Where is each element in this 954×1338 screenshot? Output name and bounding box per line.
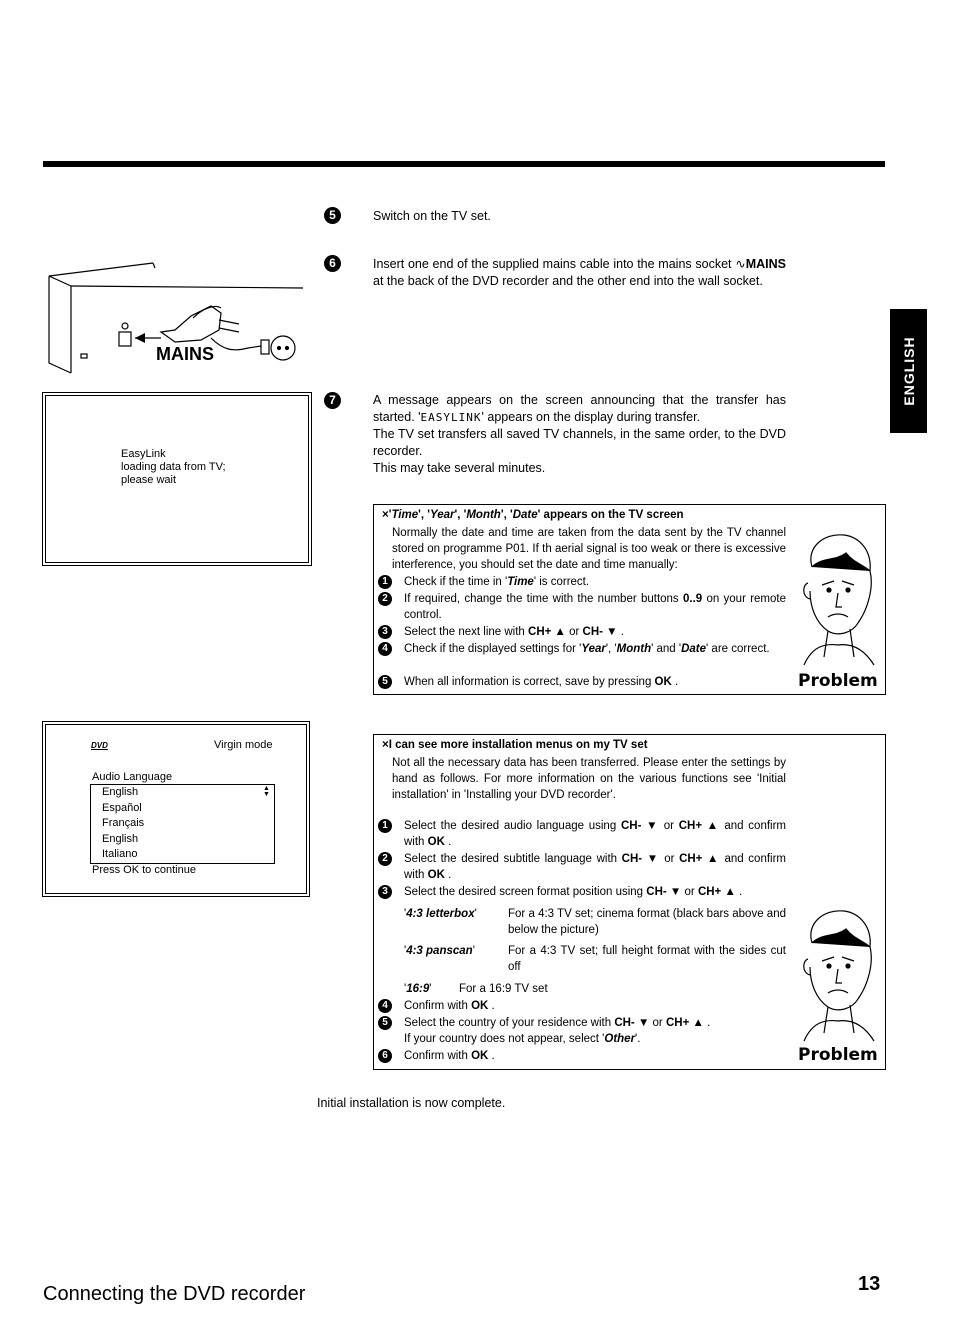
problem-title: ×I can see more installation menus on my TV set <box>382 739 648 751</box>
problem-label: Problem <box>798 1045 878 1065</box>
screen-line: loading data from TV; <box>121 461 226 473</box>
list-item[interactable]: English <box>102 833 139 845</box>
problem-step: If required, change the time with the number buttons 0..9 on your remote control. <box>404 593 786 621</box>
step-number: 3 <box>378 625 392 639</box>
format-description: For a 16:9 TV set <box>459 983 548 995</box>
step-number: 4 <box>378 999 392 1013</box>
screen-footer: Press OK to continue <box>92 864 196 876</box>
completion-text: Initial installation is now complete. <box>317 1096 506 1110</box>
screen-line: please wait <box>121 474 177 486</box>
problem-box-date-time <box>373 504 886 695</box>
format-description: For a 4:3 TV set; cinema format (black bars above and below the picture) <box>508 908 786 936</box>
problem-step: When all information is correct, save by pressing OK . <box>404 676 679 688</box>
step-number: 5 <box>378 1016 392 1030</box>
problem-intro: Normally the date and time are taken from the data sent by the TV channel stored on programme P01. If th aerial signal is too weak or there is excessive interference, you should set the date and time manually: <box>392 527 786 571</box>
problem-title: ×'Time', 'Year', 'Month', 'Date' appears on the TV screen <box>382 509 684 521</box>
list-item[interactable]: Español <box>102 802 142 814</box>
format-name: '16:9' <box>404 983 432 995</box>
list-item[interactable]: Italiano <box>102 848 138 860</box>
tv-screen-audio-language <box>42 721 310 897</box>
confused-man-image <box>794 527 876 667</box>
screen-mode: Virgin mode <box>214 739 273 751</box>
problem-intro: Not all the necessary data has been transferred. Please enter the settings by hand as follows. For more information on the various functions see 'Initial installation' in 'Installing your DVD recorder'. <box>392 757 786 801</box>
step-number: 2 <box>378 592 392 606</box>
problem-step: Select the desired subtitle language with CH- ▼ or CH+ ▲ and confirm with OK . <box>404 853 786 881</box>
footer-title: Connecting the DVD recorder <box>43 1283 306 1305</box>
step-number: 7 <box>324 392 341 409</box>
scroll-arrows-icon: ▲ ▼ <box>263 785 270 798</box>
step-text: Switch on the TV set. <box>373 209 491 223</box>
problem-step: Confirm with OK . <box>404 1000 495 1012</box>
language-tab: ENGLISH <box>890 309 927 433</box>
problem-step: Select the country of your residence with CH- ▼ or CH+ ▲ . If your country does not appear, select 'Other'. <box>404 1017 711 1045</box>
list-item[interactable]: English <box>102 786 139 798</box>
page-number: 13 <box>858 1273 881 1295</box>
language-list[interactable] <box>90 784 275 864</box>
format-description: For a 4:3 TV set; full height format with the sides cut off <box>508 945 786 973</box>
problem-step: Select the desired audio language using CH- ▼ or CH+ ▲ and confirm with OK . <box>404 820 787 848</box>
confused-man-image <box>794 903 876 1043</box>
step-number: 6 <box>378 1049 392 1063</box>
problem-step: Select the desired screen format position using CH- ▼ or CH+ ▲ . <box>404 886 743 898</box>
step-number: 3 <box>378 885 392 899</box>
screen-line: EasyLink <box>121 448 166 460</box>
top-rule <box>43 161 885 167</box>
step-number: 4 <box>378 642 392 656</box>
problem-box-installation-menus <box>373 734 886 1070</box>
dvd-logo: DVD <box>91 741 108 750</box>
problem-step: Confirm with OK . <box>404 1050 495 1062</box>
format-name: '4:3 panscan' <box>404 945 475 957</box>
problem-step: Select the next line with CH+ ▲ or CH- ▼ . <box>404 626 624 638</box>
lcd-display-text: EASYLINK <box>420 411 482 424</box>
step-number: 6 <box>324 255 341 272</box>
step-text: A message appears on the screen announcing that the transfer has started. 'EASYLINK' appears on the display during transfer. The TV set transfers all saved TV channels, in the same order, to the DVD recorder. This may take several minutes. <box>373 393 786 475</box>
cross-icon: × <box>382 739 389 751</box>
tv-screen-easylink <box>42 392 312 566</box>
problem-step: Check if the displayed settings for 'Year', 'Month' and 'Date' are correct. <box>404 643 770 655</box>
mains-illustration <box>43 258 308 376</box>
step-text: Insert one end of the supplied mains cable into the mains socket ∿MAINS at the back of the DVD recorder and the other end into the wall socket. <box>373 257 786 288</box>
step-number: 1 <box>378 819 392 833</box>
list-title: Audio Language <box>92 771 173 783</box>
ac-wave-icon: ∿ <box>735 257 746 271</box>
list-item[interactable]: Français <box>102 817 145 829</box>
step-number: 5 <box>378 675 392 689</box>
step-number: 5 <box>324 207 341 224</box>
format-name: '4:3 letterbox' <box>404 908 477 920</box>
problem-step: Check if the time in 'Time' is correct. <box>404 576 590 588</box>
step-number: 2 <box>378 852 392 866</box>
step-number: 1 <box>378 575 392 589</box>
problem-label: Problem <box>798 671 878 691</box>
mains-label: MAINS <box>156 344 214 364</box>
cross-icon: × <box>382 509 389 521</box>
